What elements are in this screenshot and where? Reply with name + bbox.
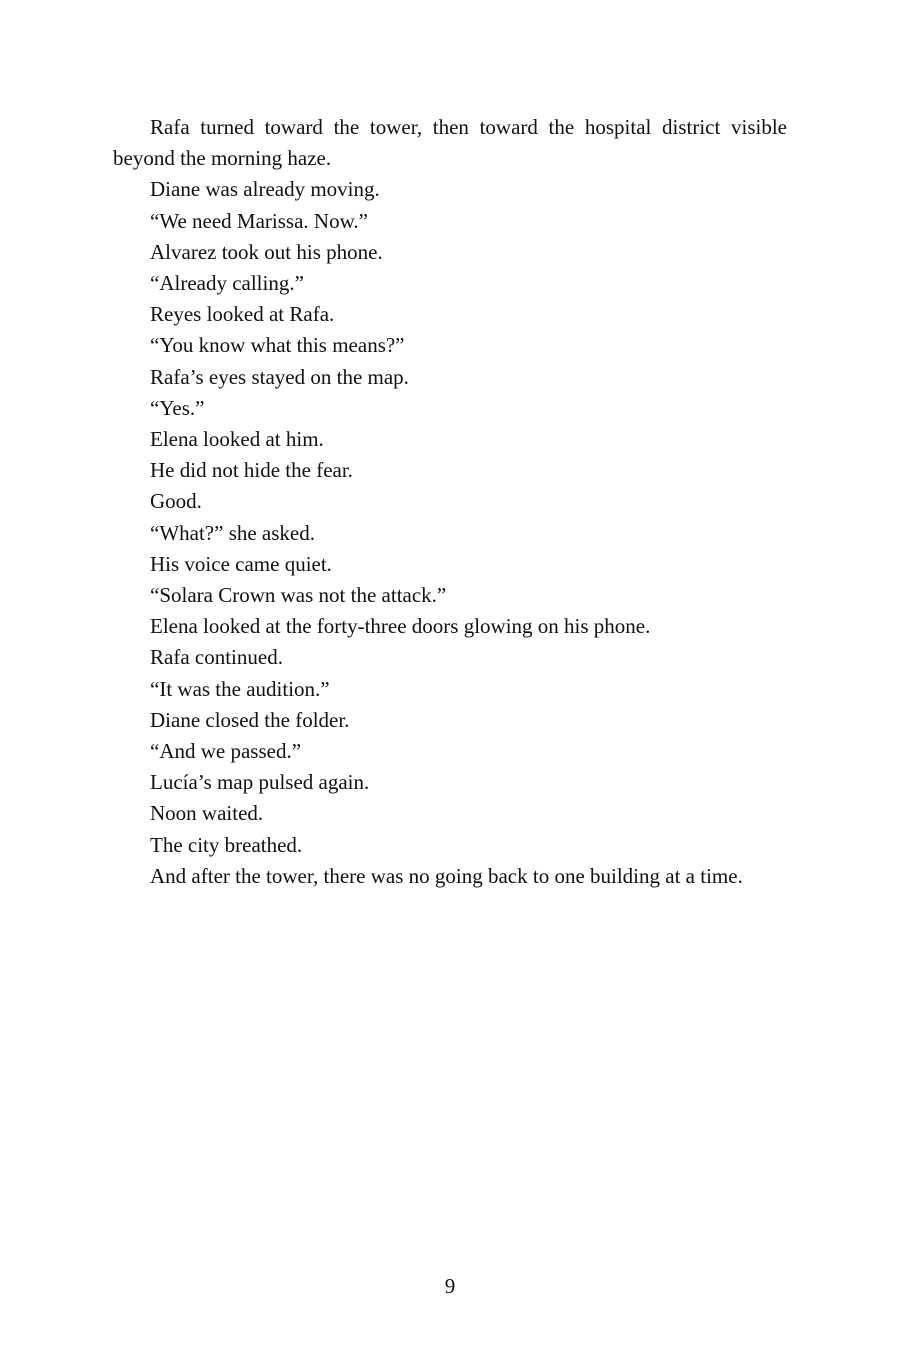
- paragraph: “What?” she asked.: [150, 520, 315, 545]
- paragraph: “And we passed.”: [150, 739, 302, 764]
- paragraph: Good.: [150, 489, 202, 514]
- paragraph: Elena looked at him.: [150, 427, 324, 452]
- paragraph: Rafa’s eyes stayed on the map.: [150, 364, 409, 389]
- paragraph: “Already calling.”: [150, 271, 304, 296]
- body-text: [113, 112, 787, 892]
- paragraph: “We need Marissa. Now.”: [150, 208, 368, 233]
- paragraph: “You know what this means?”: [150, 333, 405, 358]
- paragraph: Rafa continued.: [150, 645, 283, 670]
- paragraph: “Yes.”: [150, 395, 205, 420]
- paragraph: Diane was already moving.: [150, 177, 380, 202]
- paragraph: The city breathed.: [150, 832, 303, 857]
- paragraph: “It was the audition.”: [150, 676, 330, 701]
- paragraph: Lucía’s map pulsed again.: [150, 770, 370, 795]
- paragraph: Noon waited.: [150, 801, 264, 826]
- paragraph: He did not hide the fear.: [150, 458, 353, 483]
- paragraph: Elena looked at the forty-three doors glowing on his phone.: [150, 614, 651, 639]
- paragraph: Reyes looked at Rafa.: [150, 302, 335, 327]
- paragraph: His voice came quiet.: [150, 551, 332, 576]
- paragraph: And after the tower, there was no going back to one building at a time.: [150, 863, 743, 888]
- paragraph: Diane closed the folder.: [150, 707, 350, 732]
- paragraph: “Solara Crown was not the attack.”: [150, 583, 447, 608]
- paragraph: Rafa turned toward the tower, then toward the hospital district visible beyond the morning haze.: [113, 115, 787, 171]
- paragraph: Alvarez took out his phone.: [150, 239, 383, 264]
- page-number: 9: [444, 1274, 456, 1298]
